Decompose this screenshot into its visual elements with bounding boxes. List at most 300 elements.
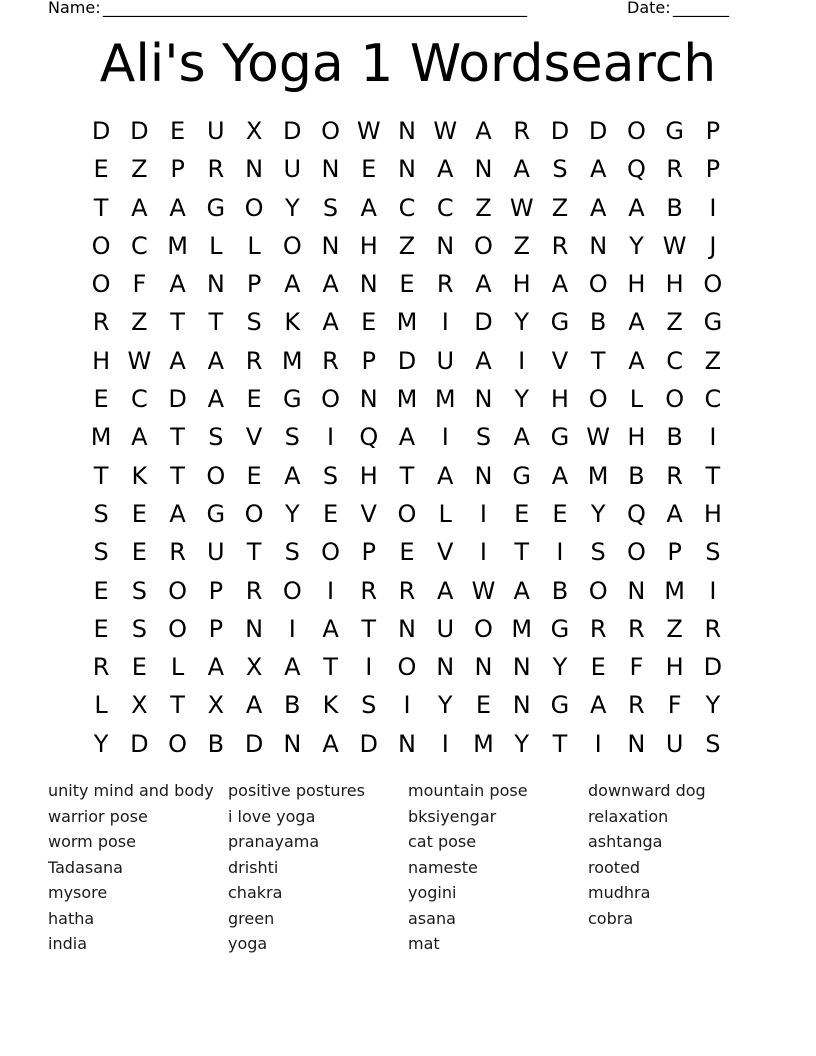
- grid-letter: I: [518, 346, 526, 375]
- grid-letter: A: [628, 193, 645, 222]
- grid-letter: Y: [284, 193, 300, 222]
- word-list-item: i love yoga: [228, 806, 316, 826]
- grid-letter: Y: [284, 499, 300, 528]
- grid-letter: H: [359, 461, 378, 490]
- grid-letter: T: [208, 308, 224, 337]
- word-list-item: mat: [408, 934, 440, 953]
- grid-letter: I: [441, 308, 449, 337]
- grid-letter: C: [666, 346, 684, 375]
- grid-letter: H: [359, 231, 378, 260]
- grid-letter: R: [92, 653, 110, 682]
- word-list-item: cobra: [588, 908, 634, 928]
- grid-letter: G: [665, 117, 684, 145]
- grid-letter: A: [284, 653, 301, 682]
- grid-letter: A: [475, 346, 492, 375]
- grid-letter: M: [396, 385, 418, 414]
- grid-letter: N: [398, 117, 416, 145]
- grid-letter: R: [513, 117, 531, 145]
- grid-letter: H: [703, 499, 722, 528]
- grid-letter: T: [323, 653, 338, 682]
- grid-letter: S: [705, 729, 721, 758]
- grid-letter: L: [629, 385, 644, 414]
- grid-letter: S: [705, 538, 721, 567]
- grid-letter: T: [170, 308, 185, 337]
- grid-letter: U: [436, 614, 455, 643]
- grid-letter: X: [207, 691, 225, 720]
- word-list-item: cat pose: [408, 832, 477, 851]
- grid-letter: Z: [704, 346, 722, 375]
- grid-letter: L: [438, 499, 452, 528]
- grid-letter: D: [588, 117, 608, 145]
- grid-letter: A: [245, 691, 263, 720]
- grid-letter: O: [282, 576, 302, 605]
- word-column: [588, 778, 768, 931]
- grid-letter: I: [556, 538, 564, 567]
- grid-letter: C: [704, 385, 722, 414]
- grid-letter: E: [246, 461, 262, 490]
- grid-letter: V: [437, 538, 454, 567]
- grid-letter: E: [399, 270, 415, 299]
- grid-letter: P: [705, 155, 721, 184]
- grid-letter: A: [628, 346, 645, 375]
- grid-letter: U: [283, 155, 302, 184]
- grid-row: [82, 533, 732, 571]
- grid-letter: L: [247, 231, 261, 260]
- word-list-item: nameste: [408, 857, 478, 877]
- grid-letter: E: [93, 576, 109, 605]
- word-list-item: yogini: [408, 883, 457, 902]
- grid-letter: Z: [666, 614, 683, 643]
- grid-letter: I: [479, 499, 487, 528]
- grid-letter: N: [283, 729, 302, 758]
- grid-letter: A: [666, 499, 683, 528]
- grid-letter: O: [626, 538, 646, 567]
- grid-letter: S: [93, 538, 109, 567]
- grid-letter: Z: [551, 193, 569, 222]
- grid-letter: P: [246, 270, 262, 299]
- grid-letter: A: [513, 576, 530, 605]
- grid-row: [82, 227, 732, 265]
- grid-letter: H: [665, 653, 684, 682]
- grid-letter: N: [474, 653, 493, 682]
- grid-letter: U: [207, 538, 225, 567]
- grid-letter: F: [132, 270, 147, 299]
- grid-letter: T: [361, 614, 377, 643]
- grid-letter: G: [206, 193, 226, 222]
- grid-letter: E: [93, 385, 109, 414]
- word-list-item: chakra: [228, 883, 283, 902]
- grid-letter: Z: [475, 193, 492, 222]
- grid-letter: A: [551, 461, 569, 490]
- grid-row: [82, 303, 732, 341]
- grid-letter: N: [474, 385, 493, 414]
- grid-letter: R: [436, 270, 454, 299]
- word-list-item: Tadasana: [48, 857, 123, 877]
- grid-letter: M: [587, 461, 609, 490]
- grid-letter: Y: [93, 729, 109, 758]
- grid-letter: A: [207, 346, 225, 375]
- grid-letter: I: [479, 538, 487, 567]
- grid-letter: G: [550, 308, 570, 337]
- grid-letter: S: [552, 155, 568, 184]
- word-list-item: ashtanga: [588, 832, 663, 851]
- grid-letter: T: [170, 423, 185, 452]
- grid-letter: R: [704, 614, 722, 643]
- grid-letter: O: [282, 231, 302, 260]
- grid-letter: S: [208, 423, 224, 452]
- grid-row: [82, 342, 732, 380]
- grid-letter: T: [170, 691, 185, 720]
- grid-letter: S: [322, 193, 339, 222]
- grid-letter: A: [398, 423, 416, 452]
- grid-letter: N: [512, 653, 531, 682]
- grid-letter: E: [552, 499, 568, 528]
- grid-letter: O: [168, 576, 188, 605]
- grid-letter: X: [245, 117, 263, 145]
- grid-letter: N: [627, 729, 646, 758]
- grid-letter: K: [131, 461, 148, 490]
- grid-letter: N: [436, 231, 455, 260]
- grid-letter: N: [245, 155, 264, 184]
- grid-letter: A: [322, 614, 339, 643]
- grid-letter: H: [550, 385, 569, 414]
- grid-letter: P: [170, 155, 185, 184]
- grid-letter: A: [169, 346, 186, 375]
- grid-row: [82, 686, 732, 724]
- grid-letter: I: [594, 729, 602, 758]
- grid-letter: I: [403, 691, 411, 720]
- grid-letter: O: [665, 385, 685, 414]
- grid-letter: R: [628, 691, 645, 720]
- grid-letter: A: [207, 385, 225, 414]
- grid-letter: N: [474, 155, 493, 184]
- grid-letter: Y: [437, 691, 453, 720]
- grid-letter: S: [284, 423, 300, 452]
- grid-letter: N: [436, 653, 455, 682]
- grid-letter: O: [168, 729, 188, 758]
- grid-row: [82, 725, 732, 763]
- grid-letter: R: [207, 155, 225, 184]
- grid-letter: M: [473, 729, 494, 758]
- grid-letter: O: [474, 231, 493, 260]
- grid-letter: N: [245, 614, 264, 643]
- grid-letter: D: [703, 653, 723, 682]
- grid-letter: H: [665, 270, 684, 299]
- grid-letter: S: [246, 308, 262, 337]
- grid-letter: K: [284, 308, 301, 337]
- grid-letter: A: [131, 423, 148, 452]
- grid-letter: O: [397, 653, 417, 682]
- grid-letter: W: [662, 231, 687, 260]
- grid-letter: N: [474, 461, 493, 490]
- grid-letter: O: [321, 538, 340, 567]
- grid-letter: T: [552, 729, 568, 758]
- grid-letter: O: [397, 499, 417, 528]
- grid-letter: N: [627, 576, 646, 605]
- grid-letter: A: [589, 691, 607, 720]
- grid-letter: V: [551, 346, 569, 375]
- grid-letter: Q: [626, 155, 646, 184]
- grid-letter: O: [91, 231, 111, 260]
- grid-letter: O: [244, 193, 264, 222]
- grid-letter: D: [359, 729, 378, 758]
- grid-letter: P: [361, 538, 376, 567]
- grid-row: [82, 495, 732, 533]
- grid-letter: Y: [590, 499, 606, 528]
- grid-letter: Y: [514, 308, 530, 337]
- grid-letter: I: [326, 576, 335, 605]
- grid-letter: R: [666, 461, 683, 490]
- grid-letter: O: [588, 385, 608, 414]
- word-column: [408, 778, 588, 957]
- grid-letter: O: [588, 576, 608, 605]
- grid-letter: T: [170, 461, 185, 490]
- grid-letter: C: [436, 193, 454, 222]
- grid-letter: R: [360, 576, 378, 605]
- grid-letter: V: [245, 423, 263, 452]
- word-list-item: pranayama: [228, 832, 320, 851]
- grid-letter: L: [209, 231, 223, 260]
- grid-letter: P: [361, 346, 376, 375]
- grid-row: [82, 189, 732, 227]
- grid-letter: O: [206, 461, 226, 490]
- grid-letter: P: [208, 614, 224, 643]
- word-list-item: worm pose: [48, 832, 136, 851]
- grid-letter: E: [322, 499, 339, 528]
- date-label: Date:: [627, 0, 671, 17]
- grid-letter: O: [588, 270, 608, 299]
- letter-grid: [82, 112, 732, 763]
- grid-letter: G: [550, 614, 570, 643]
- grid-letter: A: [513, 155, 530, 184]
- grid-letter: A: [169, 270, 186, 299]
- grid-letter: Z: [513, 231, 530, 260]
- grid-row: [82, 572, 732, 610]
- word-list-item: unity mind and body: [48, 781, 214, 800]
- grid-letter: H: [92, 346, 111, 375]
- grid-letter: G: [206, 499, 226, 528]
- grid-letter: T: [93, 461, 109, 490]
- grid-letter: X: [245, 653, 263, 682]
- grid-letter: V: [360, 499, 377, 528]
- grid-letter: Z: [666, 308, 683, 337]
- grid-letter: R: [398, 576, 416, 605]
- grid-letter: A: [513, 423, 530, 452]
- grid-letter: A: [322, 270, 339, 299]
- grid-letter: M: [434, 385, 456, 414]
- word-list-item: bksiyengar: [408, 806, 497, 826]
- grid-letter: E: [93, 155, 109, 184]
- grid-letter: S: [131, 614, 147, 643]
- word-list-item: downward dog: [588, 781, 706, 800]
- grid-letter: E: [93, 614, 109, 643]
- word-list-item: asana: [408, 908, 456, 928]
- grid-letter: F: [667, 691, 682, 720]
- grid-letter: Y: [705, 691, 721, 720]
- word-list-item: green: [228, 908, 275, 928]
- grid-letter: I: [709, 576, 717, 605]
- grid-letter: U: [665, 729, 684, 758]
- grid-letter: N: [512, 691, 531, 720]
- grid-letter: N: [398, 155, 416, 184]
- grid-letter: B: [666, 193, 683, 222]
- grid-letter: A: [437, 155, 454, 184]
- grid-letter: A: [360, 193, 377, 222]
- grid-letter: A: [131, 193, 148, 222]
- grid-letter: A: [437, 576, 454, 605]
- grid-letter: C: [130, 385, 148, 414]
- grid-letter: T: [399, 461, 415, 490]
- grid-letter: G: [550, 691, 570, 720]
- grid-letter: D: [244, 729, 264, 758]
- grid-letter: W: [433, 117, 458, 145]
- grid-letter: U: [436, 346, 455, 375]
- grid-letter: I: [365, 653, 373, 682]
- grid-letter: A: [284, 270, 301, 299]
- grid-letter: E: [399, 538, 415, 567]
- grid-letter: A: [169, 193, 186, 222]
- name-label: Name:: [48, 0, 101, 17]
- grid-letter: M: [664, 576, 685, 605]
- grid-letter: T: [93, 193, 109, 222]
- grid-letter: E: [131, 538, 147, 567]
- word-list-item: mountain pose: [408, 781, 528, 800]
- grid-letter: T: [246, 538, 262, 567]
- grid-letter: R: [589, 614, 607, 643]
- grid-letter: O: [244, 499, 264, 528]
- grid-letter: B: [628, 461, 645, 490]
- grid-letter: D: [550, 117, 570, 145]
- grid-letter: B: [207, 729, 225, 758]
- grid-row: [82, 150, 732, 188]
- grid-letter: K: [322, 691, 339, 720]
- grid-letter: A: [475, 270, 492, 299]
- grid-letter: S: [322, 461, 339, 490]
- grid-letter: A: [589, 155, 607, 184]
- grid-letter: D: [91, 117, 111, 145]
- word-list-item: hatha: [48, 908, 95, 928]
- grid-letter: N: [398, 614, 416, 643]
- grid-letter: D: [168, 385, 187, 414]
- grid-letter: M: [167, 231, 188, 260]
- grid-letter: M: [511, 614, 533, 643]
- word-list-item: drishti: [228, 857, 279, 877]
- grid-letter: Z: [398, 231, 416, 260]
- grid-letter: P: [208, 576, 224, 605]
- grid-letter: N: [206, 270, 225, 299]
- grid-letter: D: [474, 308, 493, 337]
- grid-letter: N: [398, 729, 416, 758]
- grid-letter: H: [627, 270, 646, 299]
- grid-letter: T: [705, 461, 721, 490]
- grid-letter: Q: [626, 499, 646, 528]
- grid-letter: Q: [359, 423, 379, 452]
- grid-letter: G: [512, 461, 531, 490]
- grid-letter: I: [709, 423, 717, 452]
- grid-letter: E: [170, 117, 186, 145]
- word-list-item: india: [48, 934, 87, 953]
- grid-letter: E: [361, 155, 377, 184]
- grid-letter: A: [628, 308, 645, 337]
- word-list-item: positive postures: [228, 781, 365, 800]
- grid-letter: I: [288, 614, 296, 643]
- grid-letter: B: [551, 576, 569, 605]
- word-list-item: relaxation: [588, 806, 669, 826]
- date-blank: _______: [673, 0, 729, 17]
- word-list-item: mudhra: [588, 883, 651, 902]
- grid-letter: F: [629, 653, 644, 682]
- grid-letter: J: [709, 231, 717, 260]
- grid-letter: T: [514, 538, 530, 567]
- grid-letter: M: [281, 346, 303, 375]
- grid-letter: A: [169, 499, 186, 528]
- grid-letter: W: [127, 346, 152, 375]
- grid-letter: O: [168, 614, 188, 643]
- grid-letter: I: [441, 423, 449, 452]
- word-list-item: yoga: [228, 934, 268, 953]
- grid-letter: B: [589, 308, 607, 337]
- grid-letter: W: [509, 193, 534, 222]
- grid-letter: Y: [552, 653, 568, 682]
- grid-row: [82, 418, 732, 456]
- name-blank: _____________________________________________________: [103, 0, 527, 17]
- grid-letter: N: [321, 231, 340, 260]
- grid-letter: A: [475, 117, 492, 145]
- grid-letter: I: [709, 193, 717, 222]
- grid-letter: Y: [514, 385, 530, 414]
- grid-letter: O: [626, 117, 646, 145]
- grid-row: [82, 380, 732, 418]
- grid-row: [82, 648, 732, 686]
- grid-letter: I: [441, 729, 449, 758]
- grid-letter: Z: [131, 155, 148, 184]
- grid-letter: G: [703, 308, 723, 337]
- grid-letter: S: [131, 576, 147, 605]
- grid-letter: N: [321, 155, 340, 184]
- grid-letter: Y: [629, 231, 644, 260]
- grid-letter: W: [586, 423, 611, 452]
- grid-letter: O: [321, 117, 340, 145]
- grid-letter: P: [705, 117, 721, 145]
- grid-letter: E: [131, 653, 147, 682]
- grid-letter: O: [474, 614, 493, 643]
- page-title: Ali's Yoga 1 Wordsearch: [99, 34, 717, 94]
- grid-letter: A: [437, 461, 454, 490]
- grid-row: [82, 457, 732, 495]
- grid-letter: Z: [131, 308, 148, 337]
- grid-letter: P: [667, 538, 682, 567]
- grid-letter: A: [551, 270, 569, 299]
- grid-letter: L: [94, 691, 108, 720]
- grid-letter: E: [475, 691, 492, 720]
- grid-letter: A: [589, 193, 607, 222]
- grid-letter: X: [131, 691, 148, 720]
- grid-row: [82, 610, 732, 648]
- grid-letter: B: [284, 691, 301, 720]
- grid-letter: H: [627, 423, 646, 452]
- grid-letter: G: [550, 423, 570, 452]
- grid-letter: O: [91, 270, 111, 299]
- grid-letter: R: [245, 346, 263, 375]
- grid-letter: A: [284, 461, 301, 490]
- word-column: [228, 778, 408, 957]
- grid-letter: N: [359, 270, 378, 299]
- grid-letter: C: [130, 231, 148, 260]
- grid-letter: A: [207, 653, 225, 682]
- grid-letter: S: [361, 691, 377, 720]
- word-list-item: rooted: [588, 857, 641, 877]
- grid-letter: R: [628, 614, 645, 643]
